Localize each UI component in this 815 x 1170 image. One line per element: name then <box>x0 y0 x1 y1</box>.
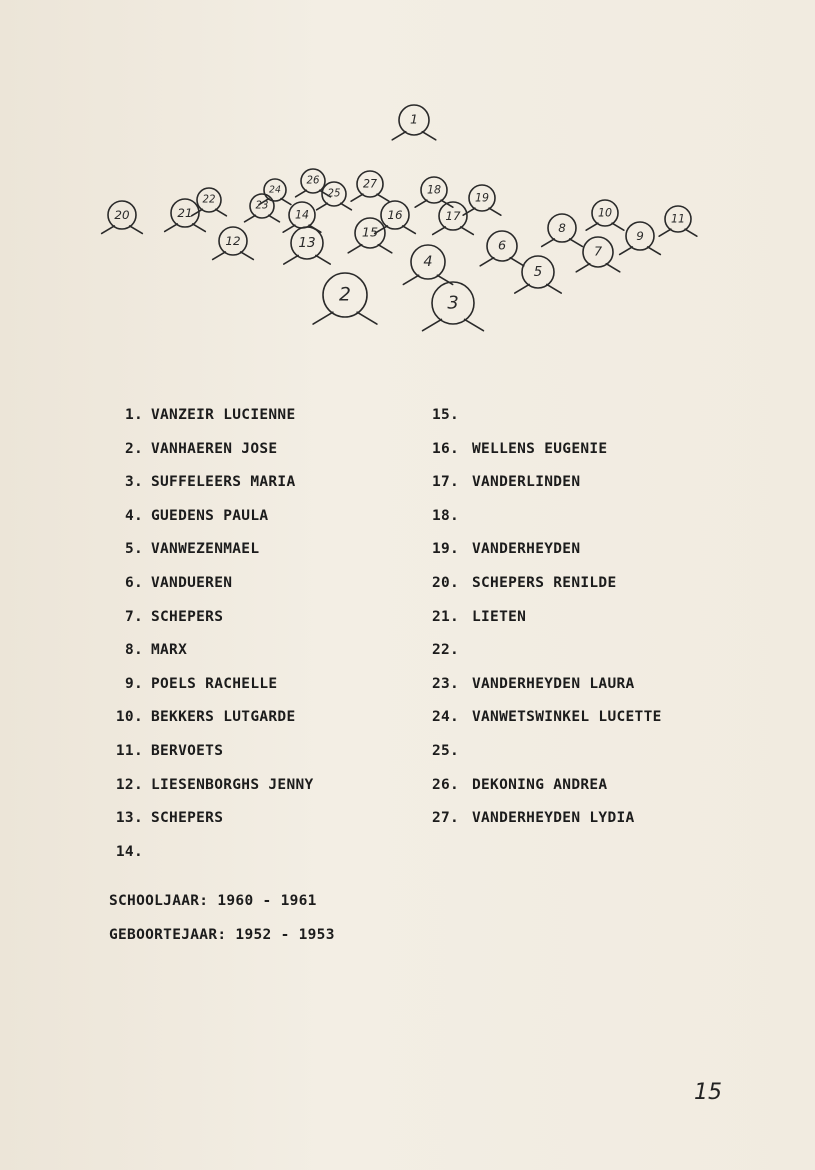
list-item-name: VANWEZENMAEL <box>151 541 260 558</box>
list-item-name: WELLENS EUGENIE <box>472 440 608 457</box>
list-item <box>432 774 662 808</box>
person-marker-number: 10 <box>597 206 613 220</box>
list-item-name: BERVOETS <box>151 742 224 759</box>
list-item-number: 6. <box>124 574 143 591</box>
person-marker-number: 16 <box>387 208 403 222</box>
person-marker-number: 5 <box>533 264 543 280</box>
person-marker <box>659 206 697 236</box>
list-item-name: VANHAEREN JOSE <box>151 440 278 457</box>
school-year: SCHOOLJAAR: 1960 - 1961 <box>109 893 317 909</box>
person-marker <box>348 218 392 253</box>
list-item-number: 9. <box>124 675 143 692</box>
person-marker-number: 11 <box>670 212 686 226</box>
list-item-number: 13. <box>115 810 143 827</box>
person-marker-number: 1 <box>409 112 419 128</box>
list-item-name: LIETEN <box>472 608 527 625</box>
list-item-number: 18. <box>432 507 460 524</box>
list-item <box>432 807 662 841</box>
list-item-name: SCHEPERS <box>151 810 224 827</box>
person-marker <box>403 245 452 284</box>
list-item-number: 16. <box>432 440 460 457</box>
person-marker-number: 3 <box>447 292 459 314</box>
person-marker <box>313 273 377 324</box>
list-item-number: 2. <box>124 440 143 457</box>
list-item-number: 20. <box>432 574 460 591</box>
birth-year: GEBOORTEJAAR: 1952 - 1953 <box>109 927 335 943</box>
list-item-number: 22. <box>432 642 460 659</box>
list-item <box>432 572 662 606</box>
person-marker-number: 13 <box>298 235 316 251</box>
list-item-number: 15. <box>432 407 460 423</box>
person-marker <box>102 201 143 233</box>
person-marker <box>283 202 321 232</box>
person-marker-number: 7 <box>593 244 603 260</box>
list-item-number: 24. <box>432 709 460 726</box>
person-marker <box>586 200 624 230</box>
list-item-name: VANDUEREN <box>151 574 233 591</box>
list-item-name: DEKONING ANDREA <box>472 776 608 793</box>
list-item-number: 4. <box>124 507 143 524</box>
list-item-number: 3. <box>124 474 143 491</box>
list-item-name: VANDERHEYDEN <box>472 541 581 558</box>
person-marker-number: 24 <box>269 184 281 196</box>
person-marker <box>351 171 389 201</box>
person-marker <box>392 105 436 140</box>
person-marker <box>245 194 280 222</box>
person-marker-number: 21 <box>177 206 193 220</box>
person-marker-number: 20 <box>114 208 130 222</box>
list-item-number: 10. <box>115 709 143 726</box>
list-item-number: 25. <box>432 742 460 759</box>
list-item-number: 1. <box>124 407 143 423</box>
list-item <box>109 505 314 539</box>
person-marker <box>284 227 330 264</box>
person-marker <box>165 199 206 231</box>
list-item-name: VANDERHEYDEN LAURA <box>472 675 635 692</box>
list-item-name: SUFFELEERS MARIA <box>151 474 296 491</box>
list-item-number: 8. <box>124 642 143 659</box>
list-item <box>432 639 662 673</box>
list-item <box>109 438 314 472</box>
person-marker <box>542 214 583 246</box>
names-list-right <box>432 404 662 841</box>
person-marker <box>192 188 227 216</box>
person-marker <box>317 182 352 210</box>
list-item-number: 7. <box>124 608 143 625</box>
list-item-name: VANWETSWINKEL LUCETTE <box>472 709 662 726</box>
list-item-number: 27. <box>432 810 460 827</box>
person-marker-number: 27 <box>362 177 378 191</box>
list-item <box>432 706 662 740</box>
person-marker-number: 8 <box>558 221 566 235</box>
list-item <box>432 404 662 438</box>
person-marker-number: 12 <box>225 234 241 248</box>
list-item-name: GUEDENS PAULA <box>151 507 269 524</box>
page-number: 15 <box>694 1080 722 1105</box>
person-marker <box>620 222 661 254</box>
list-item <box>432 471 662 505</box>
list-item-number: 23. <box>432 675 460 692</box>
person-marker <box>463 185 501 215</box>
list-item <box>109 807 314 841</box>
person-marker-number: 6 <box>497 238 507 254</box>
list-item <box>109 740 314 774</box>
list-item <box>109 639 314 673</box>
list-item-name: VANZEIR LUCIENNE <box>151 407 296 423</box>
list-item <box>432 505 662 539</box>
list-item-number: 21. <box>432 608 460 625</box>
person-marker-number: 17 <box>445 209 461 223</box>
list-item <box>432 606 662 640</box>
person-marker-number: 9 <box>636 229 644 243</box>
list-item-name: BEKKERS LUTGARDE <box>151 709 296 726</box>
list-item-name: VANDERHEYDEN LYDIA <box>472 810 635 827</box>
list-item <box>109 538 314 572</box>
list-item <box>109 572 314 606</box>
person-marker-number: 25 <box>327 188 341 200</box>
person-marker <box>375 201 416 233</box>
list-item-number: 5. <box>124 541 143 558</box>
list-item <box>109 774 314 808</box>
list-item <box>432 740 662 774</box>
list-item <box>109 841 314 875</box>
person-marker <box>213 227 254 259</box>
list-item-name: POELS RACHELLE <box>151 675 278 692</box>
list-item-name: VANDERLINDEN <box>472 474 581 491</box>
person-marker <box>515 256 561 293</box>
list-item-name: SCHEPERS <box>151 608 224 625</box>
person-marker-number: 4 <box>423 254 433 270</box>
list-item-number: 14. <box>115 843 143 860</box>
list-item <box>109 404 314 438</box>
list-item <box>109 471 314 505</box>
person-marker-number: 23 <box>255 200 269 212</box>
list-item-name: SCHEPERS RENILDE <box>472 574 617 591</box>
person-marker-number: 26 <box>306 175 320 187</box>
list-item <box>109 606 314 640</box>
person-marker-number: 22 <box>202 194 216 206</box>
person-marker-number: 15 <box>361 225 379 241</box>
list-item-number: 12. <box>115 776 143 793</box>
person-marker <box>296 169 331 197</box>
list-item-name: LIESENBORGHS JENNY <box>151 776 314 793</box>
person-marker-number: 14 <box>294 208 310 222</box>
list-item-number: 26. <box>432 776 460 793</box>
list-item-number: 11. <box>115 742 143 759</box>
person-marker <box>423 282 484 331</box>
seating-diagram <box>0 0 815 360</box>
list-item-number: 19. <box>432 541 460 558</box>
person-marker-number: 19 <box>474 191 490 205</box>
person-marker <box>480 231 524 266</box>
list-item <box>432 438 662 472</box>
names-list-left <box>109 404 314 874</box>
list-item <box>109 673 314 707</box>
person-marker <box>576 237 620 272</box>
list-item <box>432 673 662 707</box>
person-marker-number: 18 <box>426 183 442 197</box>
footer-info <box>109 890 335 958</box>
list-item-name: MARX <box>151 642 188 659</box>
list-item <box>432 538 662 572</box>
list-item <box>109 706 314 740</box>
person-marker-number: 2 <box>339 284 351 306</box>
list-item-number: 17. <box>432 474 460 491</box>
